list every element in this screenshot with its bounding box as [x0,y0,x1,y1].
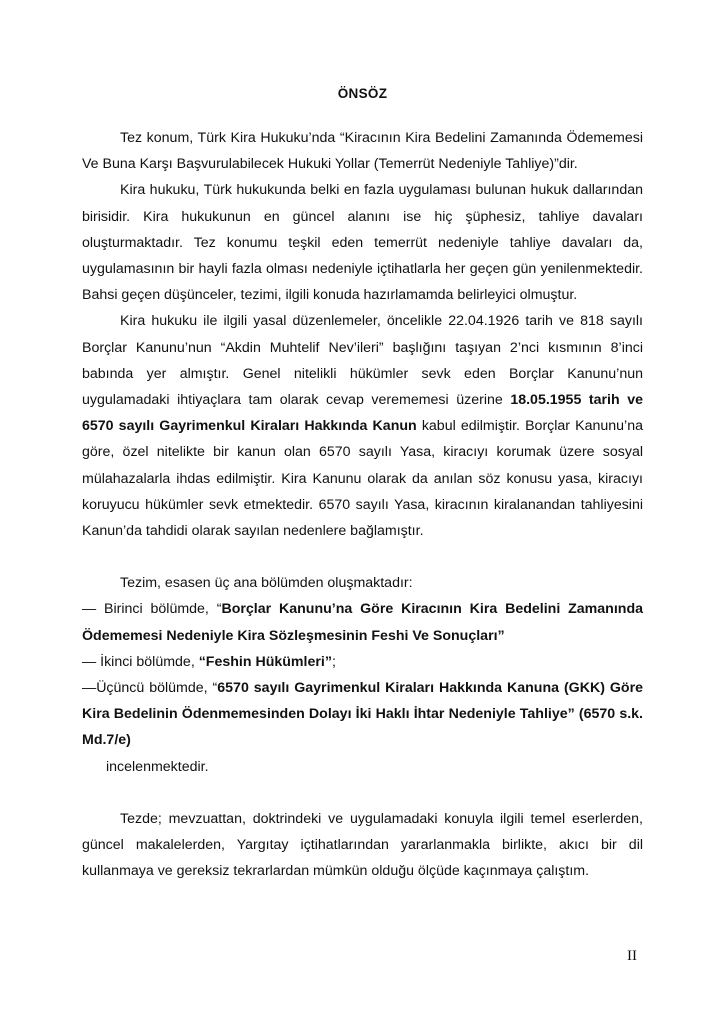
legislation-text-start: Kira hukuku ile ilgili yasal düzenlemeler, öncelikle 22.04.1926 tarih ve 818 sayılı Borçlar Kanunu’nun “Akdin Muhtelif Nev’ileri” başlığını taşıyan 2’nci kısmının 8’inci babında yer almıştır. Genel nitelikli hükümler sevk eden Borçlar Kanunu’nun uygulamadaki ihtiyaçlara tam olarak cevap verememesi üzerine [82,313,643,409]
list-item: — Birinci bölümde, “Borçlar Kanunu’na Göre Kiracının Kira Bedelini Zamanında Ödememesi Nedeniyle Kira Sözleşmesinin Feshi Ve Sonuçları” [82,601,644,644]
legislation-law-name: 18.05.1955 tarih ve 6570 sayılı Gayrimenkul Kiraları Hakkında Kanun [82,392,643,435]
list-item: —Üçüncü bölümde, “6570 sayılı Gayrimenkul Kiraları Hakkında Kanuna (GKK) Göre Kira Bedelinin Ödenmemesinden Dolayı İki Haklı İhtar Nedeniyle Tahliye” (6570 s.k. Md.7/e) [82,680,643,749]
paragraph-gap [82,544,643,570]
paragraph-structure: Tezim, esasen üç ana bölümden oluşmaktadır: [120,575,413,592]
page-title: ÖNSÖZ [337,86,388,101]
page-number: II [627,948,637,964]
document-page [82,80,643,884]
list-item: — İkinci bölümde, “Feshin Hükümleri”; [82,653,336,670]
paragraph-conclude: incelenmektedir. [106,758,209,775]
legislation-text-end: kabul edilmiştir. Borçlar Kanunu’na göre, özel nitelikte bir kanun olan 6570 sayılı Yasa, kiracıyı korumak üzere sosyal mülahazalarla ihdas edilmiştir. Kira Kanunu olarak da anılan söz konusu yasa, kiracıyı koruyucu hükümler sevk etmektedir. 6570 sayılı Yasa, kiracının kiralanandan tahliyesini Kanun’da tahdidi olarak sayılan nedenlere bağlamıştır. [82,418,643,540]
paragraph-topic: Tez konum, Türk Kira Hukuku’nda “Kiracının Kira Bedelini Zamanında Ödememesi Ve Buna Karşı Başvurulabilecek Hukuki Yollar (Temerrüt Nedeniyle Tahliye)”dir. [82,130,643,173]
paragraph-gap [82,780,643,806]
paragraph-rent-law: Kira hukuku, Türk hukukunda belki en fazla uygulaması bulunan hukuk dallarından birisidir. Kira hukukunun en güncel alanını ise hiç şüphesiz, tahliye davaları oluşturmaktadır. Tez konumu teşkil eden temerrüt nedeniyle tahliye davaları da, uygulamasının bir hayli fazla olması nedeniyle içtihatlarla her geçen gün yenilenmektedir. Bahsi geçen düşünceler, tezimi, ilgili konuda hazırlamamda belirleyici olmuştur. [82,182,643,304]
paragraph-legislation [82,308,643,544]
chapter-list [82,596,643,753]
paragraph-method: Tezde; mevzuattan, doktrindeki ve uygulamadaki konuyla ilgili temel eserlerden, güncel makalelerden, Yargıtay içtihatlarından yararlanmakla birlikte, akıcı bir dil kullanmaya ve gereksiz tekrarlardan mümkün olduğu ölçüde kaçınmaya çalıştım. [82,810,643,880]
